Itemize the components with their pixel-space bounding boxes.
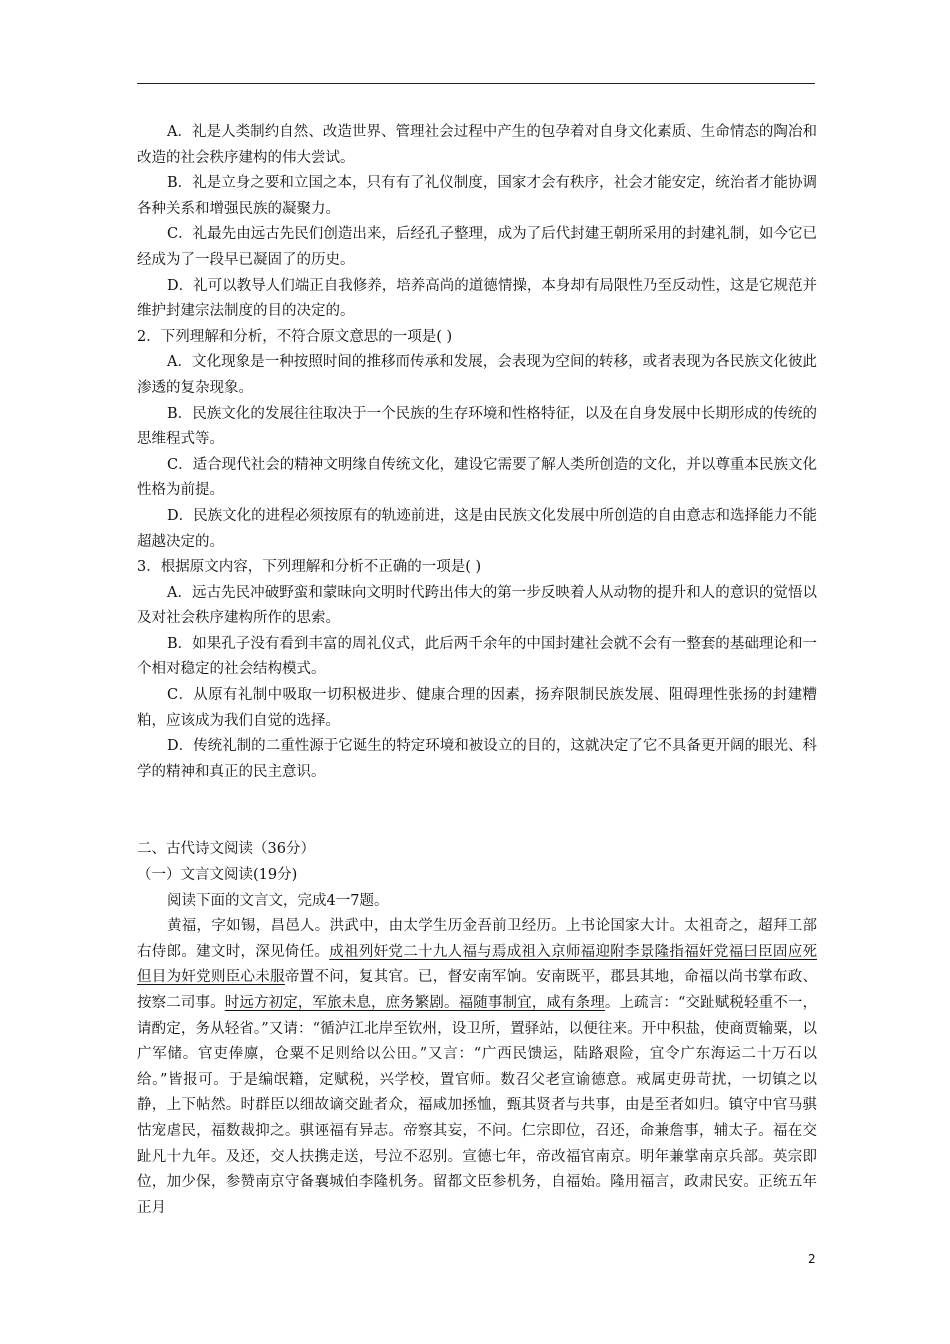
q3-option-c: C．从原有礼制中吸取一切积极进步、健康合理的因素，扬弃限制民族发展、阻碍理性张扬的封建糟粕，应该成为我们自觉的选择。 (137, 687, 817, 729)
q2-option-d: D．民族文化的进程必须按原有的轨迹前进，这是由民族文化发展中所创造的自由意志和选择能力不能超越决定的。 (137, 507, 817, 550)
q3-stem: 3．根据原文内容，下列理解和分析不正确的一项是( ) (137, 559, 482, 576)
passage-part-3: 。上疏言：“交趾赋税轻重不一，请酌定，务从轻省。”又请：“循泸江北岸至钦州，设卫所，置驿站，以便往来。开中积盐，使商贾输粟，以广军储。官吏俸廪，仓粟不足则给以公田。”又言：“广西民馈运，陆路艰险，宜令广东海运二十万石以给。”皆报可。于是编氓籍，定赋税，兴学校，置官师。数召父老宣谕德意。戒属吏毋苛扰，一切镇之以静，上下帖然。时群臣以细故谪交趾者众，福咸加拯恤，甄其贤者与共事，由是至者如归。镇守中官马骐怙宠虐民，福数裁抑之。骐诬福有异志。帝察其妄，不问。仁宗即位，召还，命兼詹事，辅太子。福在交趾凡十九年。及还，交人扶携走送，号泣不忍别。宣德七年，帝改福官南京。明年兼掌南京兵部。英宗即位，加少保，参赞南京守备襄城伯李隆机务。留都文臣参机务，自福始。隆用福言，政肃民安。正统五年正月 (137, 995, 817, 1216)
underlined-sentence-1: 成祖列奸党二十九人福与焉成祖入京师福迎附李景隆指福奸党福曰臣固应死但目为奸党则臣心未服 (137, 943, 818, 986)
q3-option-a: A．远古先民冲破野蛮和蒙昧向文明时代跨出伟大的第一步反映着人从动物的提升和人的意识的觉悟以及对社会秩序建构所作的思索。 (137, 584, 817, 627)
q1-option-b: B．礼是立身之要和立国之本，只有有了礼仪制度，国家才会有秩序，社会才能安定，统治者才能协调各种关系和增强民族的凝聚力。 (137, 175, 817, 217)
reading-instruction: 阅读下面的文言文，完成4一7题。 (167, 892, 389, 909)
underlined-sentence-2: 时远方初定，军旅未息，庶务繁剧。福随事制宜，咸有条理 (224, 995, 605, 1011)
subsection-title: （一）文言文阅读(19分) (137, 867, 298, 884)
page-number: 2 (808, 1252, 816, 1266)
q2-option-a: A．文化现象是一种按照时间的推移而传承和发展，会表现为空间的转移，或者表现为各民族文化彼此渗透的复杂现象。 (137, 354, 817, 396)
q2-stem: 2．下列理解和分析，不符合原文意思的一项是( ) (137, 328, 453, 345)
q2-option-b: B．民族文化的发展往往取决于一个民族的生存环境和性格特征，以及在自身发展中长期形成的传统的思维程式等。 (137, 405, 817, 448)
classical-passage (137, 914, 817, 1221)
q3-option-b: B．如果孔子没有看到丰富的周礼仪式，此后两千余年的中国封建社会就不会有一整套的基础理论和一个相对稳定的社会结构模式。 (137, 635, 817, 678)
passage-part-1: 黄福，字如锡，昌邑人。洪武中，由太学生历金吾前卫经历。上书论国家大计。太祖奇之，超拜工部右侍郎。建文时，深见倚任。 (137, 918, 817, 960)
q1-option-d: D．礼可以教导人们端正自我修养，培养高尚的道德情操，本身却有局限性乃至反动性，这是它规范并维护封建宗法制度的目的决定的。 (137, 277, 817, 320)
q1-option-a: A．礼是人类制约自然、改造世界、管理社会过程中产生的包孕着对自身文化素质、生命情态的陶冶和改造的社会秩序建构的伟大尝试。 (137, 124, 817, 166)
q2-option-c: C．适合现代社会的精神文明缘自传统文化，建设它需要了解人类所创造的文化，并以尊重本民族文化性格为前提。 (137, 456, 817, 499)
section-title: 二、古代诗文阅读（36分） (137, 841, 315, 858)
q3-option-d: D．传统礼制的二重性源于它诞生的特定环境和被设立的目的，这就决定了它不具备更开阔的眼光、科学的精神和真正的民主意识。 (137, 738, 817, 780)
q1-option-c: C．礼最先由远古先民们创造出来，后经孔子整理，成为了后代封建王朝所采用的封建礼制，如今它已经成为了一段早已凝固了的历史。 (137, 226, 817, 268)
page-content (137, 120, 817, 1221)
passage-part-2: 帝置不问，复其官。已，督安南军饷。安南既平，郡县其地，命福以尚书掌布政、按察二司事。 (137, 969, 817, 1011)
section-gap (137, 785, 817, 837)
header-rule (137, 83, 815, 84)
